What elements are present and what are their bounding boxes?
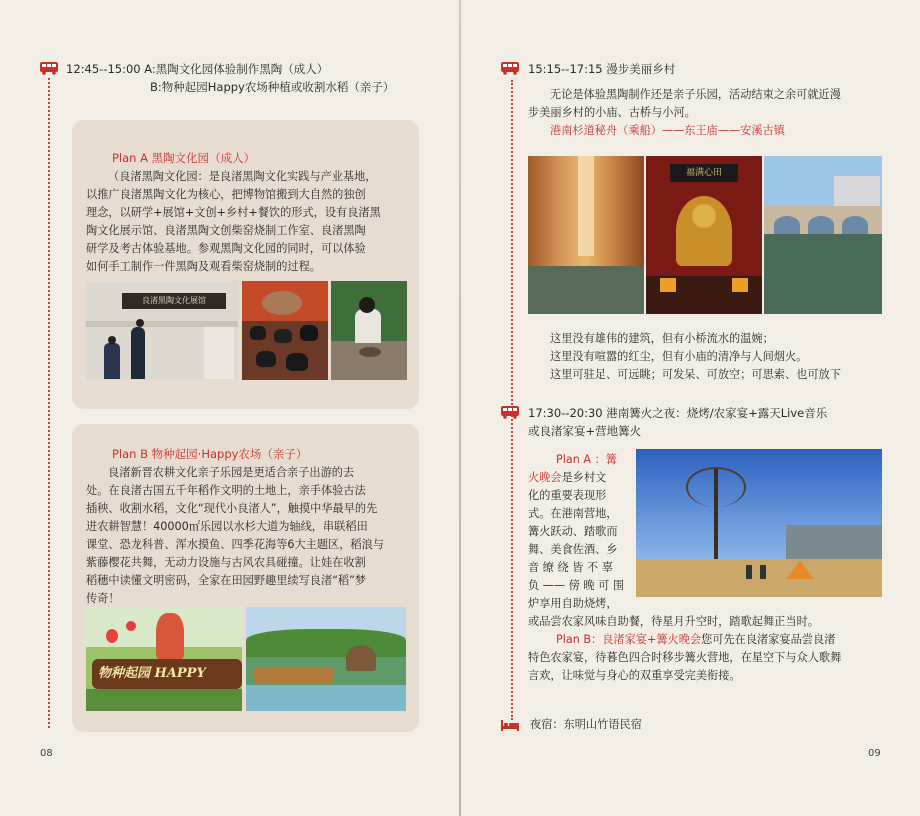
time-row-walk: 15:15--17:15 漫步美丽乡村 xyxy=(528,62,676,76)
plan-b-night-line1: 您可先在良渚家宴品尝良渚 xyxy=(701,633,836,646)
farm-sign-text: 物种起园 HAPPY xyxy=(92,659,242,689)
plan-b-line: 课堂、恐龙科普、浑水摸鱼、四季花海等6大主题区，稻浪与 xyxy=(86,538,384,551)
photo-farm-river xyxy=(246,607,406,711)
plan-b-line: 进农耕智慧！40000㎡乐园以水杉大道为轴线，串联稻田 xyxy=(86,520,368,533)
plan-a-night-line: 舞、美食佐酒、乡 xyxy=(528,543,618,556)
plan-a-body xyxy=(86,168,408,276)
plan-b-line: 良渚新晋农耕文化亲子乐园是更适合亲子出游的去 xyxy=(108,466,355,479)
plan-b-line: 紫藤樱花共舞，无动力设施与古风农具碰撞。让娃在收割 xyxy=(86,556,366,569)
plan-b-night-label: Plan B：良渚家宴+篝火晚会 xyxy=(556,633,702,646)
photo-temple xyxy=(646,156,762,314)
poem-line: 这里可驻足、可远眺；可发呆、可放空；可思索、也可放下 xyxy=(550,368,841,381)
plan-b-night-line2: 特色农家宴，待暮色四合时移步篝火营地，在星空下与众人歌舞 xyxy=(528,651,842,664)
plan-a-line: 研学及考古体验基地。参观黑陶文化园的同时，可以体验 xyxy=(86,242,366,255)
plan-a-night-line: 式。在港南营地， xyxy=(528,507,618,520)
plan-a-night-line: 是乡村文 xyxy=(561,471,607,484)
walk-intro-line1: 无论是体验黑陶制作还是亲子乐园，活动结束之余可就近漫 xyxy=(550,88,841,101)
plan-night-tail xyxy=(528,613,888,685)
plan-b-line: 传奇！ xyxy=(86,592,120,605)
photo-pottery-museum xyxy=(86,281,238,380)
book-spine xyxy=(459,0,461,816)
timeline-dots-right xyxy=(511,80,513,720)
lodging: 夜宿：东明山竹语民宿 xyxy=(530,718,642,731)
plan-a-card xyxy=(72,120,419,409)
page-number-right: 09 xyxy=(868,748,881,759)
plan-a-line: 陶文化展示馆、良渚黑陶文创柴窑烧制工作室、良渚黑陶 xyxy=(86,224,366,237)
temple-plaque: 福满心田 xyxy=(670,164,738,182)
plan-a-night-label: Plan A ：篝 xyxy=(556,453,617,466)
plan-a-line: （良渚黑陶文化园：是良渚黑陶文化实践与产业基地， xyxy=(108,170,377,183)
plan-a-night-line: 负 —— 傍 晚 可 围 xyxy=(528,579,625,592)
walk-intro-line2: 步美丽乡村的小庙、古桥与小河。 xyxy=(528,106,696,119)
time-row-night xyxy=(528,404,888,440)
plan-a-line: 理念，以研学+展馆+文创+乡村+餐饮的形式，设有良渚黑 xyxy=(86,206,381,219)
timeline-dots xyxy=(48,78,50,728)
bus-icon xyxy=(39,61,59,75)
museum-plaque: 良渚黑陶文化展馆 xyxy=(122,293,226,309)
time-row-night-line1: 17:30--20:30 港南篝火之夜：烧烤/农家宴+露天Live音乐 xyxy=(528,406,828,420)
poem-line: 这里没有雄伟的建筑，但有小桥流水的温婉； xyxy=(550,332,774,345)
plan-a-night xyxy=(528,451,632,613)
bus-icon xyxy=(500,405,520,419)
photo-clay-making xyxy=(331,281,407,380)
plan-a-night-line: 化的重要表现形 xyxy=(528,489,607,502)
bed-icon xyxy=(500,718,520,732)
photo-farm-sign xyxy=(86,607,242,711)
photo-black-pottery xyxy=(242,281,328,380)
poem-block xyxy=(550,330,890,384)
photo-stone-bridge xyxy=(764,156,882,314)
plan-b-night-line3: 言欢，让味觉与身心的双重享受完美衔接。 xyxy=(528,669,741,682)
walk-route: 港南杉道秘舟（乘船）——东王庙——安溪古镇 xyxy=(550,124,785,137)
walk-intro xyxy=(528,86,888,140)
plan-a-title: Plan A 黑陶文化园（成人） xyxy=(112,151,256,165)
plan-a-night-line: 音 缭 绕 皆 不 辜 xyxy=(528,561,613,574)
bus-icon xyxy=(500,61,520,75)
page-number-left: 08 xyxy=(40,748,53,759)
photo-campsite xyxy=(636,449,882,597)
time-row-line1: 12:45--15:00 A:黑陶文化园体验制作黑陶（成人） xyxy=(66,62,329,76)
plan-b-title: Plan B 物种起园·Happy农场（亲子） xyxy=(112,447,308,461)
time-row-night-line2: 或良渚家宴+营地篝火 xyxy=(528,424,642,438)
plan-b-line: 稻穗中读懂文明密码，全家在田园野趣里续写良渚“稻”梦 xyxy=(86,574,367,587)
plan-a-night-line: 炉享用自助烧烤， xyxy=(528,597,618,610)
time-row-line2: B:物种起园Happy农场种植或收割水稻（亲子） xyxy=(150,80,395,94)
photo-fir-path xyxy=(528,156,644,314)
plan-a-night-line: 篝火跃动、踏歌而 xyxy=(528,525,618,538)
plan-b-body xyxy=(86,464,408,608)
plan-b-line: 插秧、收割水稻，文化“现代小良渚人”，触摸中华最早的先 xyxy=(86,502,378,515)
page-right xyxy=(460,0,920,816)
plan-a-night-label2: 火晚会 xyxy=(528,471,562,484)
poem-line: 这里没有喧嚣的红尘，但有小庙的清净与人间烟火。 xyxy=(550,350,808,363)
plan-a-night-tail: 或品尝农家风味自助餐，待星月升空时，踏歌起舞正当时。 xyxy=(528,615,819,628)
plan-b-line: 处。在良渚古国五千年稻作文明的土地上，亲手体验古法 xyxy=(86,484,366,497)
plan-b-card xyxy=(72,424,419,732)
plan-a-line: 如何手工制作一件黑陶及观看柴窑烧制的过程。 xyxy=(86,260,321,273)
plan-a-line: 以推广良渚黑陶文化为核心，把博物馆搬到大自然的独创 xyxy=(86,188,366,201)
time-row-afternoon xyxy=(66,60,446,96)
